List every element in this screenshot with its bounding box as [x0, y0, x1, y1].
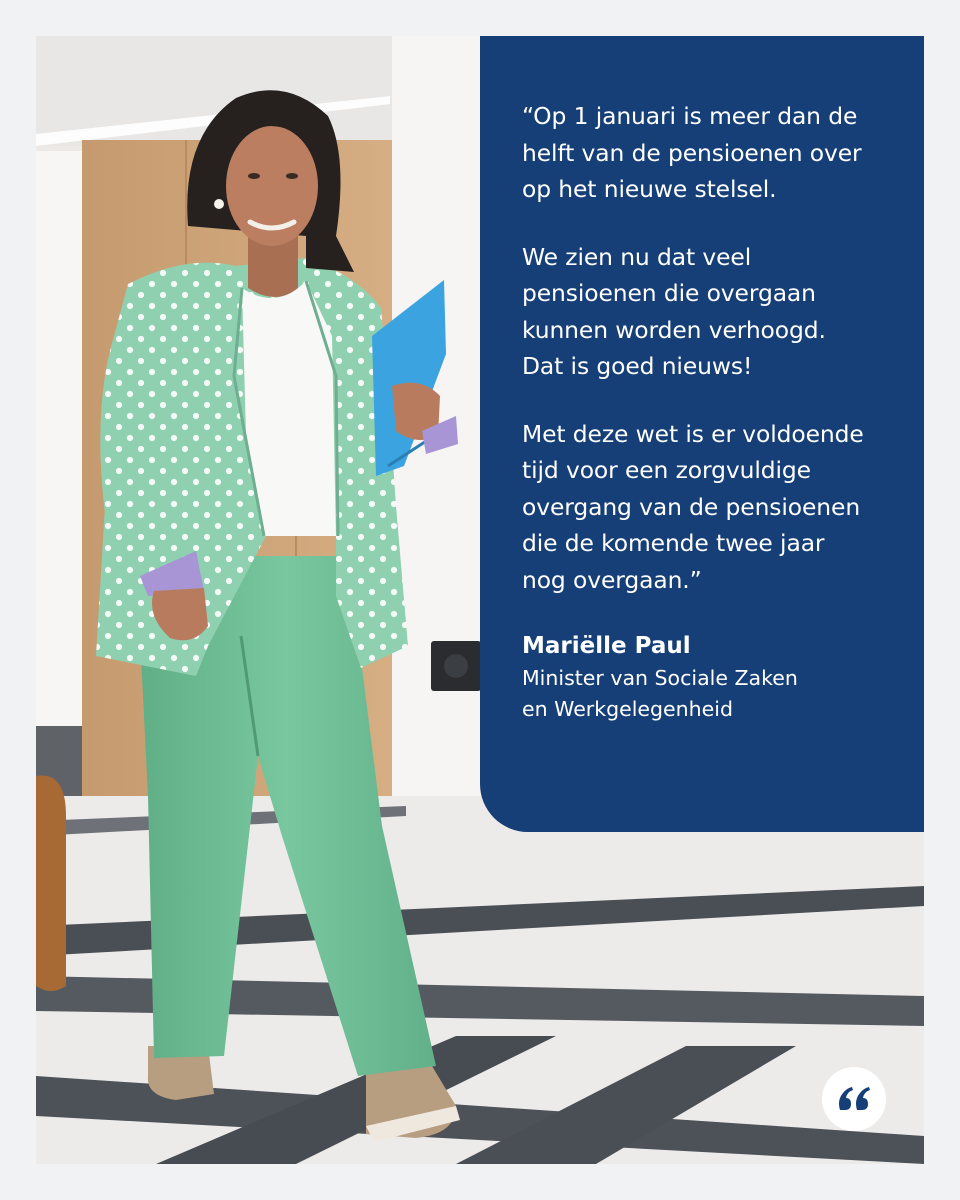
quote-paragraph-2: We zien nu dat veel pensioenen die overgaan kunnen worden verhoogd. Dat is goed nieuws!	[522, 242, 826, 380]
author-role: Minister van Sociale Zaken en Werkgelegenheid	[522, 666, 798, 721]
quote-paragraph-1: “Op 1 januari is meer dan de helft van de pensioenen over op het nieuwe stelsel.	[522, 102, 862, 203]
quote-paragraph-3: Met deze wet is er voldoende tijd voor een zorgvuldige overgang van de pensioenen die de komende twee jaar nog overgaan.”	[522, 419, 864, 594]
quote-panel	[480, 36, 924, 832]
quote-marks-icon	[837, 1086, 871, 1112]
quote-badge	[822, 1067, 886, 1131]
post-frame	[36, 36, 924, 1164]
author-name: Mariëlle Paul	[522, 633, 691, 659]
